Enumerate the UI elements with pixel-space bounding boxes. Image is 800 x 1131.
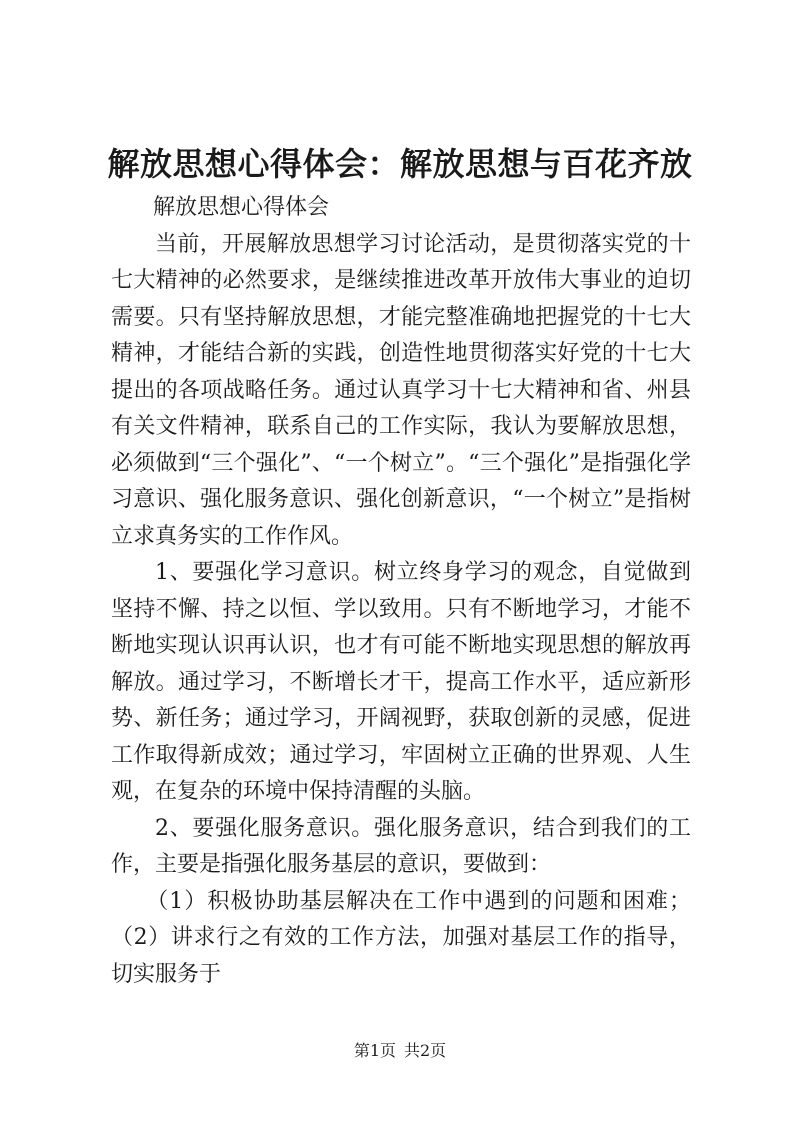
paragraph-intro: 当前，开展解放思想学习讨论活动，是贯彻落实党的十七大精神的必然要求，是继续推进改革开放伟大事业的迫切需要。只有坚持解放思想，才能完整准确地把握党的十七大精神，才能结合新的实践，创造性地贯彻落实好党的十七大提出的各项战略任务。通过认真学习十七大精神和省、州县有关文件精神，联系自己的工作实际，我认为要解放思想，必须做到“三个强化”、“一个树立”。“三个强化”是指强化学习意识、强化服务意识、强化创新意识，“一个树立”是指树立求真务实的工作作风。 <box>111 231 691 549</box>
document-body <box>111 190 691 993</box>
document-subtitle: 解放思想心得体会 <box>153 195 330 220</box>
page-number: 第1页 <box>353 1041 396 1060</box>
document-title: 解放思想心得体会：解放思想与百花齐放 <box>107 145 693 183</box>
paragraph-service-items: （1）积极协助基层解决在工作中遇到的问题和困难；（2）讲求行之有效的工作方法，加强对基层工作的指导，切实服务于 <box>111 888 691 987</box>
page-total: 共2页 <box>404 1041 447 1060</box>
paragraph-service: 2、要强化服务意识。强化服务意识，结合到我们的工作，主要是指强化服务基层的意识，要做到： <box>111 815 691 877</box>
paragraph-learning: 1、要强化学习意识。树立终身学习的观念，自觉做到坚持不懈、持之以恒、学以致用。只有不断地学习，才能不断地实现认识再认识，也才有可能不断地实现思想的解放再解放。通过学习，不断增长才干，提高工作水平，适应新形势、新任务；通过学习，开阔视野，获取创新的灵感，促进工作取得新成效；通过学习，牢固树立正确的世界观、人生观，在复杂的环境中保持清醒的头脑。 <box>111 560 691 804</box>
page-footer <box>0 1040 800 1062</box>
